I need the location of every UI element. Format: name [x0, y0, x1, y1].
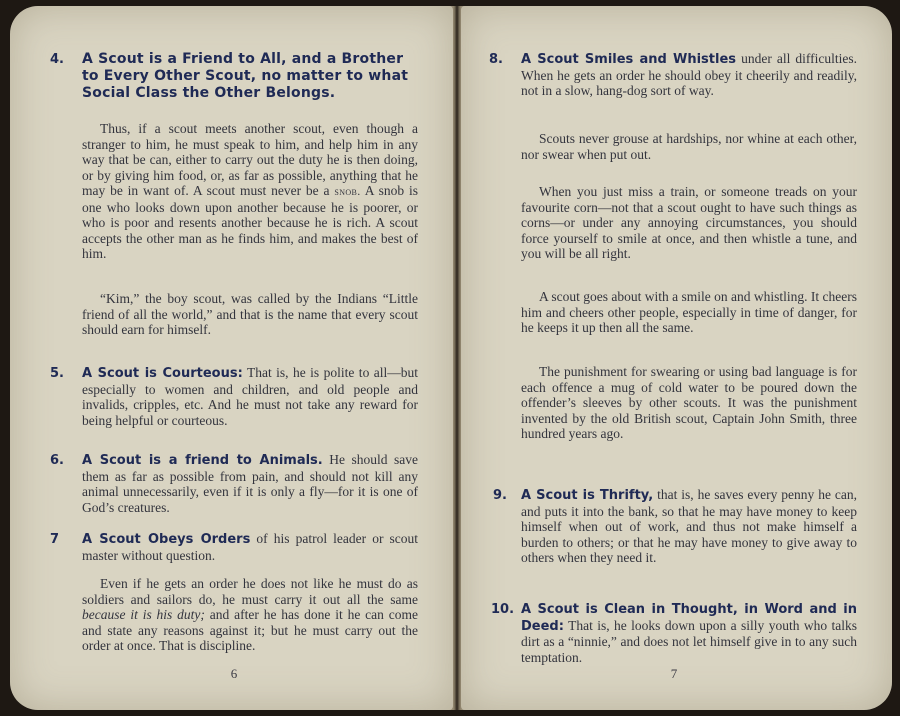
law-6-text: A Scout is a friend to Animals. He should save them as far as possible from pain, and should not kill any animal unnecessarily, even if it is only a fly—for it is one of God’s creatures.	[82, 452, 419, 515]
law-8-paragraph-3: A scout goes about with a smile on and whistling. It cheers him and cheers other people, especially in time of danger, for he keeps it up then all the same.	[521, 289, 857, 335]
law-4-number: 4.	[50, 52, 64, 67]
law-5-number: 5.	[50, 366, 64, 381]
law-8-number: 8.	[489, 52, 503, 67]
law-7-paragraph: Even if he gets an order he does not like he must do as soldiers and sailors do, he must carry it out all the same because it is his duty; and after he has done it he can come and state any reasons against it; but he must carry out the order at once. That is discipline.	[82, 576, 419, 653]
law-4-paragraph-1: Thus, if a scout meets another scout, even though a stranger to him, he must speak to him, and help him in any way that be can, either to carry out the duty he is then doing, or by giving him food, or, as far as possible, anything that he may be in want of. A scout must never be a snob. A snob is one who looks down upon another because he is poorer, or who is poor and resents another because he is rich. A scout accepts the other man as he finds him, and makes the best of him.	[82, 121, 418, 261]
law-8-text: A Scout Smiles and Whistles under all difficulties. When he gets an order he should obey it cheerily and readily, not in a slow, hang-dog sort of way.	[521, 51, 858, 98]
law-7-number: 7	[50, 532, 60, 547]
law-8-paragraph-1: Scouts never grouse at hardships, nor whine at each other, nor swear when put out.	[521, 131, 857, 162]
law-6-number: 6.	[50, 453, 64, 468]
law-7-text: A Scout Obeys Orders of his patrol leader or scout master without question.	[82, 531, 419, 563]
page-number-left: 6	[230, 666, 238, 681]
law-4-heading: A Scout is a Friend to All, and a Brother to Every Other Scout, no matter to what Social Class the Other Belongs.	[82, 51, 409, 101]
law-5-text: A Scout is Courteous: That is, he is polite to all—but especially to women and children, and old people and invalids, cripples, etc. And he must not take any reward for being helpful or courteous.	[82, 365, 418, 428]
law-9-number: 9.	[493, 488, 507, 503]
left-page	[10, 6, 453, 710]
law-10-number: 10.	[491, 602, 515, 617]
right-page	[461, 6, 892, 710]
law-8-paragraph-4: The punishment for swearing or using bad language is for each offence a mug of cold water to be poured down the offender’s sleeves by other scouts. It was the punishment invented by the old British scout, Captain John Smith, three hundred years ago.	[521, 364, 857, 441]
law-9-text: A Scout is Thrifty, that is, he saves every penny he can, and puts it into the bank, so that he may have money to keep himself when out of work, and thus not make himself a burden to others; or that he may have money to give away to others when they need it.	[521, 487, 857, 565]
page-number-right: 7	[670, 666, 678, 681]
law-8-paragraph-2: When you just miss a train, or someone treads on your favourite corn—not that a scout ought to have such things as corns—or under any annoying circumstances, you should force yourself to smile at once, and then whistle a tune, and you will be all right.	[521, 184, 857, 261]
law-4-paragraph-2: “Kim,” the boy scout, was called by the Indians “Little friend of all the world,” and that is the name that every scout should earn for himself.	[82, 291, 418, 337]
law-10-text: A Scout is Clean in Thought, in Word and in Deed: That is, he looks down upon a silly youth who talks dirt as a “ninnie,” and does not let himself give in to any such temptation.	[521, 602, 858, 665]
